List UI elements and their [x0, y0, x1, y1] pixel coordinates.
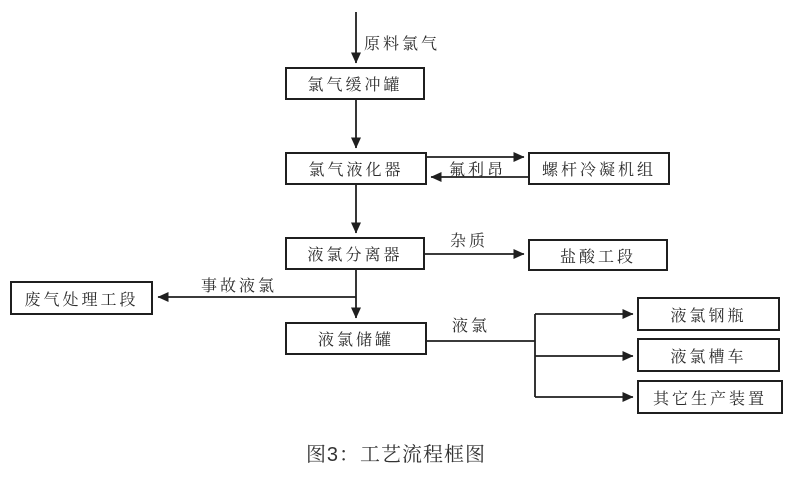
node-tank-truck: 液氯槽车 — [637, 338, 780, 372]
edge-label-accident: 事故液氯 — [201, 278, 278, 295]
node-cylinder: 液氯钢瓶 — [637, 297, 780, 331]
node-buffer-tank: 氯气缓冲罐 — [285, 67, 425, 100]
node-other-devices: 其它生产装置 — [637, 380, 783, 414]
edge-label-freon: 氟利昂 — [449, 162, 507, 179]
edge-label-impurity: 杂质 — [450, 233, 489, 250]
node-waste-gas-section: 废气处理工段 — [10, 281, 153, 315]
node-separator: 液氯分离器 — [285, 237, 425, 270]
figure-caption: 图3：工艺流程框图 — [305, 444, 487, 466]
node-hcl-section: 盐酸工段 — [528, 239, 668, 271]
node-storage-tank: 液氯储罐 — [285, 322, 427, 355]
edge-label-feed: 原料氯气 — [364, 36, 441, 53]
edge-label-liquid-chlorine: 液氯 — [452, 318, 491, 335]
node-liquefier: 氯气液化器 — [285, 152, 427, 185]
node-condenser-unit: 螺杆冷凝机组 — [528, 152, 670, 185]
